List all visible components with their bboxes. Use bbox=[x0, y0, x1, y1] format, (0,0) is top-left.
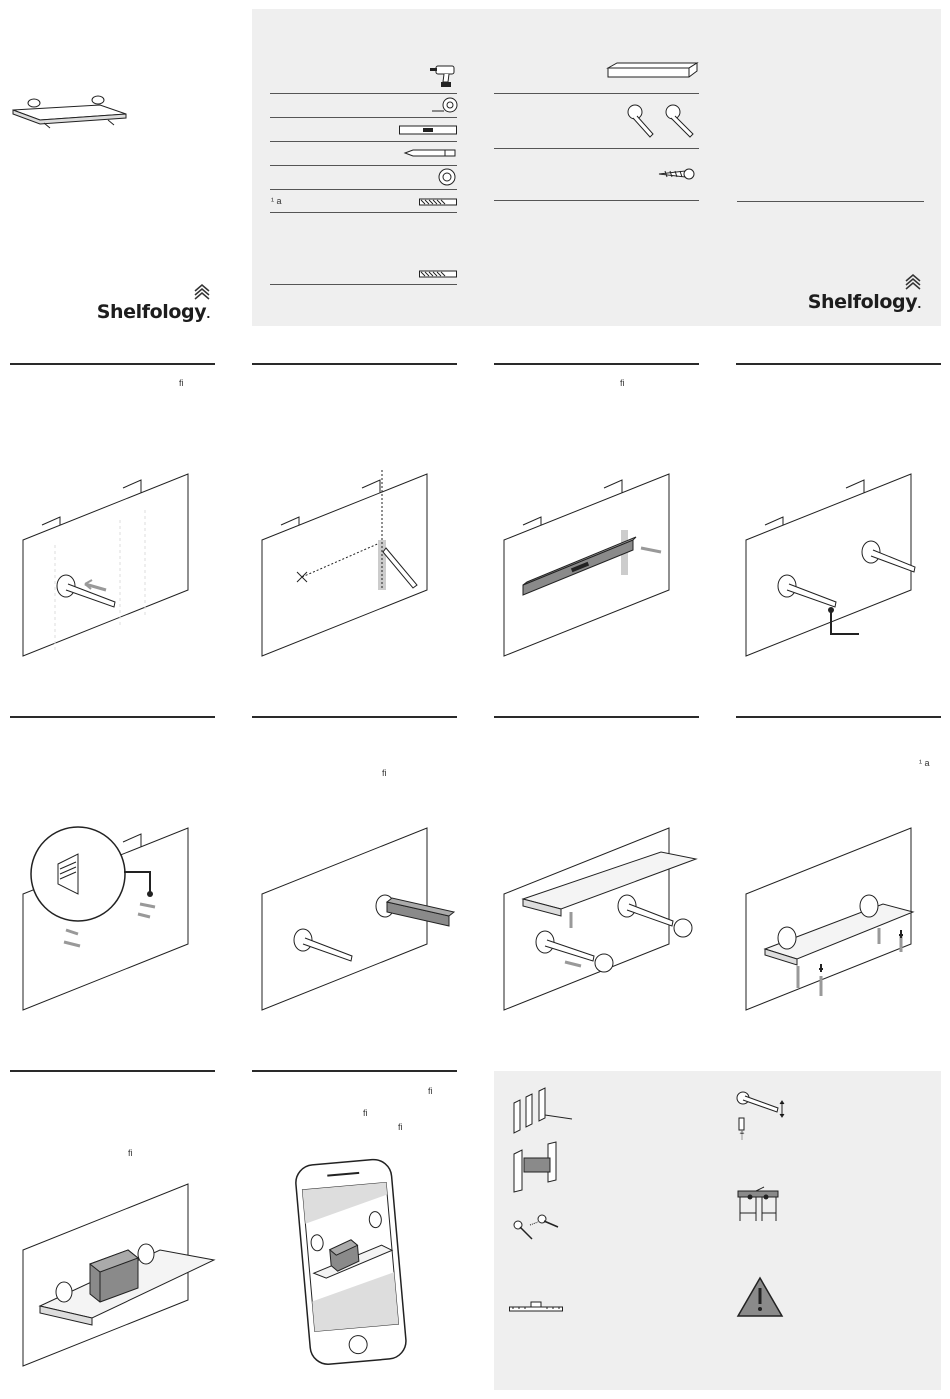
step-divider bbox=[10, 716, 215, 718]
step-5-illustration bbox=[20, 824, 192, 1014]
chevron-logo-icon bbox=[905, 273, 921, 291]
step-divider bbox=[736, 363, 941, 365]
brand-logo-right: Shelfology. bbox=[806, 273, 921, 313]
step-divider bbox=[494, 363, 699, 365]
divider bbox=[270, 93, 457, 94]
stud-types-icon bbox=[512, 1085, 574, 1135]
divider bbox=[737, 201, 924, 202]
divider bbox=[270, 189, 457, 190]
divider bbox=[494, 148, 699, 149]
tape-measure-icon bbox=[432, 97, 458, 113]
spirit-level-icon bbox=[399, 125, 457, 135]
step-divider bbox=[736, 716, 941, 718]
drill-bit-icon bbox=[419, 270, 457, 278]
divider bbox=[270, 212, 457, 213]
footnote-mark: ¹ a bbox=[919, 758, 930, 768]
step-divider bbox=[10, 363, 215, 365]
step-2-illustration bbox=[259, 470, 431, 660]
footnote-mark: ¹ a bbox=[271, 196, 282, 206]
step-divider bbox=[494, 716, 699, 718]
step-1-illustration bbox=[20, 470, 192, 660]
tape-roll-icon bbox=[438, 168, 456, 186]
product-thumbnail bbox=[10, 95, 130, 135]
step-8-illustration bbox=[743, 824, 915, 1014]
divider bbox=[270, 141, 457, 142]
ligature-glyph: fi bbox=[179, 378, 184, 388]
ligature-glyph: fi bbox=[128, 1148, 133, 1158]
chevron-logo-icon bbox=[194, 283, 210, 301]
step-divider bbox=[10, 1070, 215, 1072]
ligature-glyph: fi bbox=[363, 1108, 368, 1118]
step-9-illustration bbox=[20, 1180, 215, 1370]
step-divider bbox=[252, 1070, 457, 1072]
ligature-glyph: fi bbox=[382, 768, 387, 778]
ligature-glyph: fi bbox=[398, 1122, 403, 1132]
screw-icon bbox=[659, 168, 695, 180]
step-divider bbox=[252, 716, 457, 718]
divider bbox=[270, 284, 457, 285]
step-6-illustration bbox=[259, 824, 454, 1014]
step-10-phone-illustration bbox=[295, 1158, 405, 1368]
step-3-illustration bbox=[501, 470, 673, 660]
ligature-glyph: fi bbox=[428, 1086, 433, 1096]
pin-options-icon bbox=[512, 1213, 562, 1243]
pin-adjust-icon bbox=[736, 1088, 788, 1140]
spacing-diagram-icon bbox=[736, 1187, 780, 1223]
shelf-board-icon bbox=[607, 60, 699, 80]
divider bbox=[270, 117, 457, 118]
pencil-icon bbox=[405, 149, 457, 157]
divider bbox=[270, 165, 457, 166]
ligature-glyph: fi bbox=[620, 378, 625, 388]
step-7-illustration bbox=[501, 824, 673, 1014]
step-4-illustration bbox=[743, 470, 915, 660]
drill-bit-icon bbox=[419, 198, 457, 206]
shelf-pin-icon bbox=[625, 104, 700, 140]
warning-icon bbox=[736, 1276, 784, 1318]
mounted-bracket-icon bbox=[512, 1140, 562, 1192]
divider bbox=[494, 200, 699, 201]
step-divider bbox=[252, 363, 457, 365]
drill-icon bbox=[428, 62, 458, 90]
brand-logo: Shelfology. bbox=[95, 283, 210, 323]
ruler-level-icon bbox=[509, 1300, 563, 1314]
divider bbox=[494, 93, 699, 94]
